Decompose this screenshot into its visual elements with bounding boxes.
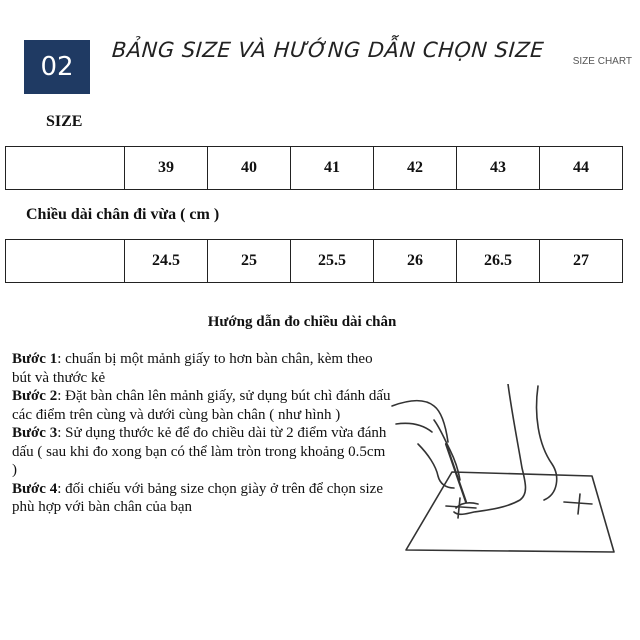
arm-outline-shape <box>392 401 448 442</box>
length-cell: 24.5 <box>125 240 208 283</box>
page-title: BẢNG SIZE VÀ HƯỚNG DẪN CHỌN SIZE <box>111 38 545 62</box>
step-label: Bước 3 <box>12 425 58 441</box>
step-item <box>12 387 392 424</box>
size-table <box>5 146 623 190</box>
length-cell: 26.5 <box>457 240 540 283</box>
size-cell: 41 <box>291 147 374 190</box>
heel-mark-line <box>564 502 592 504</box>
length-cell: 25 <box>208 240 291 283</box>
foot-length-section-label: Chiều dài chân đi vừa ( cm ) <box>26 206 220 223</box>
step-text: : Đặt bàn chân lên mảnh giấy, sử dụng bút chì đánh dấu các điểm trên cùng và dưới cùng bàn chân ( như hình ) <box>12 388 391 423</box>
table-row <box>6 240 623 283</box>
guide-heading: Hướng dẫn đo chiều dài chân <box>207 314 397 330</box>
step-label: Bước 2 <box>12 388 58 404</box>
step-item <box>12 424 392 480</box>
size-cell: 39 <box>125 147 208 190</box>
step-label: Bước 1 <box>12 351 58 367</box>
foot-outline-shape <box>454 384 526 514</box>
step-text: : Sử dụng thước kẻ để đo chiều dài từ 2 điểm vừa đánh dấu ( sau khi đo xong bạn có thể làm tròn trong khoảng 0.5cm ) <box>12 425 387 478</box>
leg-back-outline-shape <box>537 386 557 500</box>
length-cell: 27 <box>540 240 623 283</box>
step-text: : đối chiếu với bảng size chọn giày ở trên để chọn size phù hợp với bàn chân của bạn <box>12 480 384 515</box>
table-row <box>6 147 623 190</box>
size-cell: 40 <box>208 147 291 190</box>
size-cell: 44 <box>540 147 623 190</box>
section-number-badge: 02 <box>24 40 90 94</box>
step-label: Bước 4 <box>12 480 58 497</box>
table-cell-empty <box>6 240 125 283</box>
size-chart-label: SIZE CHART <box>572 56 632 67</box>
size-cell: 43 <box>457 147 540 190</box>
toe-mark-line <box>446 506 476 508</box>
foot-length-table <box>5 239 623 283</box>
size-section-label: SIZE <box>46 113 83 130</box>
paper-sheet-shape <box>406 472 614 552</box>
step-text: : chuẩn bị một mảnh giấy to hơn bàn chân, kèm theo bút và thước kẻ <box>12 351 373 386</box>
measurement-steps <box>12 350 392 517</box>
step-item <box>12 350 392 387</box>
length-cell: 25.5 <box>291 240 374 283</box>
table-cell-empty <box>6 147 125 190</box>
foot-measuring-illustration <box>388 384 628 564</box>
step-item <box>12 480 392 517</box>
length-cell: 26 <box>374 240 457 283</box>
size-cell: 42 <box>374 147 457 190</box>
